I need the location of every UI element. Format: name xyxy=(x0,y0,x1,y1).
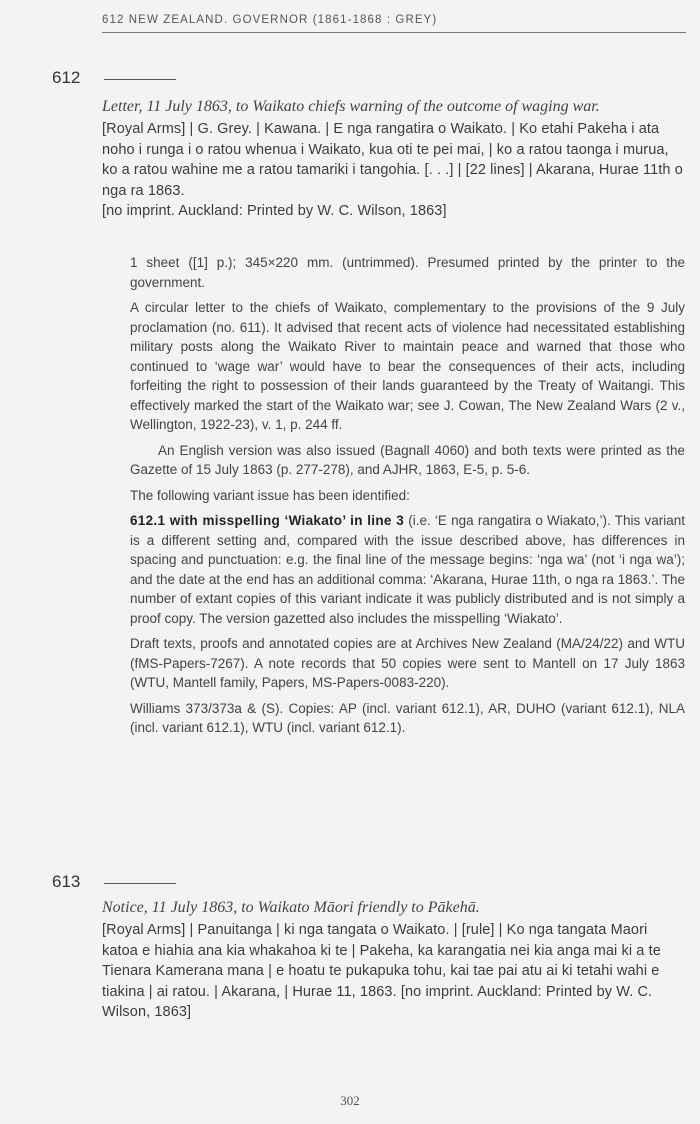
references-copies: Williams 373/373a & (S). Copies: AP (incl. variant 612.1), AR, DUHO (variant 612.1), NLA (incl. variant 612.1), WTU (incl. variant 612.1). xyxy=(130,700,685,735)
entry-rule xyxy=(104,883,176,884)
physical-description: 1 sheet ([1] p.); 345×220 mm. (untrimmed). Presumed printed by the printer to the government. xyxy=(130,255,685,290)
entry-transcription: [Royal Arms] | Panuitanga | ki nga tangata o Waikato. | [rule] | Ko nga tangata Maori katoa e hiahia ana kia whakahoa ki te | Pakeha, ka karangatia nei kia anga mai ki a te Tienara Kamerana mana | e hoatu te pukapuka tohu, kai tae pai atu ai ki tetahi wahi e tiakina | ai ratou. | Akarana, | Hurae 11, 1863. [no imprint. Auckland: Printed by W. C. Wilson, 1863] xyxy=(102,922,661,1020)
entry-heading xyxy=(102,897,686,1023)
entry-imprint: [no imprint. Auckland: Printed by W. C. Wilson, 1863] xyxy=(102,203,447,219)
entry-heading xyxy=(102,96,686,222)
entry-transcription: [Royal Arms] | G. Grey. | Kawana. | E nga rangatira o Waikato. | Ko etahi Pakeha i ata noho i runga i o ratou whenua i Waikato, kua oti te pei mai, | ko a ratou taonga i murua, ko a ratou wahine me a ratou tamariki i tangohia. [. . .] | [22 lines] | Akarana, Hurae 11th o nga ra 1863. xyxy=(102,121,683,199)
variant-issue xyxy=(130,511,685,628)
variant-text: (i.e. ‘E nga rangatira o Wiakato,’). This variant is a different setting and, compared with the issue described above, has differences in spacing and punctuation: e.g. the final line of the message begins: ‘nga wa’ (not ‘i nga wa’); and the date at the end has an additional comma: ‘Akarana, Hurae 11th, o nga ra 1863.’. The number of extant copies of this variant indicate it was publicly distributed and is not simply a proof copy. The version gazetted also includes the misspelling ‘Wiakato’. xyxy=(130,513,685,626)
descriptive-note: An English version was also issued (Bagnall 4060) and both texts were printed as the Gazette of 15 July 1863 (p. 277-278), and AJHR, 1863, E-5, p. 5-6. xyxy=(130,442,685,477)
descriptive-note: Draft texts, proofs and annotated copies are at Archives New Zealand (MA/24/22) and WTU (fMS-Papers-7267). A note records that 50 copies were sent to Mantell on 17 July 1863 (WTU, Mantell family, Papers, MS-Papers-0083-220). xyxy=(130,636,685,690)
entry-title: Letter, 11 July 1863, to Waikato chiefs warning of the outcome of waging war. xyxy=(102,98,600,115)
entry-rule xyxy=(104,79,176,80)
entry-title: Notice, 11 July 1863, to Waikato Māori friendly to Pākehā. xyxy=(102,899,480,916)
running-head: 612 NEW ZEALAND. GOVERNOR (1861-1868 : GREY) xyxy=(102,14,686,33)
entry-number: 612 xyxy=(52,68,81,87)
descriptive-note: A circular letter to the chiefs of Waikato, complementary to the provisions of the 9 July proclamation (no. 611). It advised that recent acts of violence had necessitated establishing military posts along the Waikato River to maintain peace and warned that those who continued to ‘wage war’ would have to bear the consequences of their acts, including forfeiting the right to possession of their lands guaranteed by the Treaty of Waitangi. This effectively marked the start of the Waikato war; see J. Cowan, The New Zealand Wars (2 v., Wellington, 1922-23), v. 1, p. 244 ff. xyxy=(130,300,685,432)
entry-number: 613 xyxy=(52,872,81,891)
entry-notes xyxy=(130,253,685,744)
page-number: 302 xyxy=(340,1093,360,1108)
variant-label: 612.1 with misspelling ‘Wiakato’ in line 3 xyxy=(130,513,405,528)
variant-intro: The following variant issue has been identified: xyxy=(130,487,410,503)
